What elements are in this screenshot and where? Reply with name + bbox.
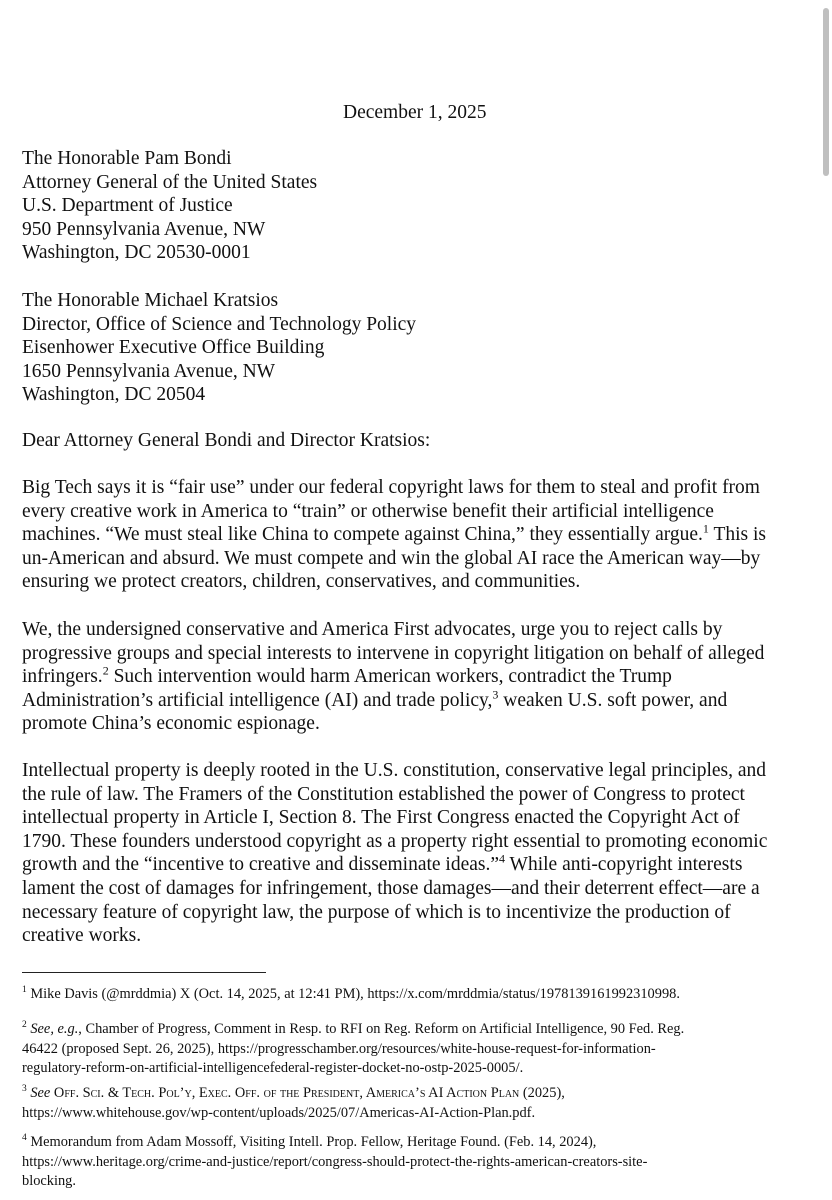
- paragraph-line: Intellectual property is deeply rooted in the U.S. constitution, conservative legal principles, and: [22, 760, 767, 781]
- vertical-scrollbar[interactable]: [823, 8, 829, 176]
- paragraph-line: [22, 853, 822, 877]
- paragraph-line: necessary feature of copyright law, the purpose of which is to incentivize the production of: [22, 901, 731, 923]
- paragraph-line: ensuring we protect creators, children, conservatives, and communities.: [22, 571, 581, 593]
- paragraph-line: [22, 689, 822, 713]
- footnote-number: 4: [22, 1133, 27, 1144]
- footnote-text: Memorandum from Adam Mossoff, Visiting Intell. Prop. Fellow, Heritage Found. (Feb. 14, 2024),: [26, 1134, 597, 1150]
- recipient-line: Eisenhower Executive Office Building: [22, 337, 325, 358]
- paragraph-line: [22, 665, 822, 689]
- text-run: Administration’s artificial intelligence (AI) and trade policy,: [22, 689, 493, 711]
- footnote-number: 1: [22, 985, 27, 996]
- text-run: While anti-copyright interests: [505, 854, 743, 876]
- text-run: machines. “We must steal like China to compete against China,” they essentially argue.: [22, 524, 703, 546]
- text-run: Such intervention would harm American workers, contradict the Trump: [108, 666, 672, 688]
- letter-date: December 1, 2025: [343, 102, 487, 123]
- footnote-source-title: Off. Sci. & Tech. Pol’y, Exec. Off. of the President, America’s AI Action Plan: [50, 1085, 520, 1101]
- paragraph-line: un-American and absurd. We must compete and win the global AI race the American way—by: [22, 547, 761, 569]
- paragraph-line: 1790. These founders understood copyright as a property right essential to promoting economic: [22, 830, 768, 852]
- recipient-address-bondi: [22, 147, 317, 265]
- footnote-line: [22, 1020, 684, 1040]
- recipient-line: The Honorable Pam Bondi: [22, 148, 232, 169]
- text-run: This is: [708, 524, 766, 546]
- footnote-line[interactable]: regulatory-reform-on-artificial-intelligencefederal-register-docket-no-ostp-2025-0005/.: [22, 1060, 524, 1076]
- recipient-line: Washington, DC 20504: [22, 384, 206, 405]
- footnote-number: 3: [22, 1084, 27, 1095]
- recipient-line: The Honorable Michael Kratsios: [22, 290, 279, 311]
- footnote-line[interactable]: https://www.heritage.org/crime-and-justice/report/congress-should-protect-the-rights-american-creators-site-: [22, 1153, 648, 1170]
- paragraph-2: [22, 618, 822, 736]
- footnote-2: [22, 1020, 684, 1079]
- footnote-4: [22, 1133, 647, 1192]
- recipient-address-kratsios: [22, 289, 416, 407]
- signal-see-eg: See, e.g.: [26, 1021, 79, 1037]
- footnote-ref-1[interactable]: 1: [702, 521, 709, 536]
- paragraph-line: intellectual property in Article I, Section 8. The First Congress enacted the Copyright Act of: [22, 807, 740, 829]
- paragraph-line: lament the cost of damages for infringement, those damages—and their deterrent effect—are a: [22, 877, 760, 899]
- footnote-ref-4[interactable]: 4: [499, 851, 506, 866]
- paragraph-line: promote China’s economic espionage.: [22, 713, 320, 735]
- signal-see: See: [26, 1085, 51, 1101]
- footnote-line: [22, 1133, 647, 1153]
- text-run: growth and the “incentive to creative and disseminate ideas.”: [22, 854, 500, 876]
- footnote-ref-2[interactable]: 2: [102, 663, 109, 678]
- paragraph-1: [22, 476, 822, 594]
- text-run: infringers.: [22, 666, 103, 688]
- footnote-text[interactable]: Mike Davis (@mrddmia) X (Oct. 14, 2025, at 12:41 PM), https://x.com/mrddmia/status/1978139161992310998.: [26, 986, 680, 1002]
- paragraph-line: [22, 523, 822, 547]
- footnote-line: [22, 1084, 565, 1104]
- text-run: weaken U.S. soft power, and: [498, 689, 728, 711]
- footnote-number: 2: [22, 1020, 27, 1031]
- footnote-text: , Chamber of Progress, Comment in Resp. to RFI on Reg. Reform on Artificial Intelligence, 90 Fed. Reg.: [78, 1021, 685, 1037]
- paragraph-line: every creative work in America to “train” or otherwise benefit their artificial intelligence: [22, 500, 714, 522]
- recipient-line: 950 Pennsylvania Avenue, NW: [22, 218, 266, 240]
- footnote-1: [22, 985, 680, 1005]
- footnote-line[interactable]: https://www.whitehouse.gov/wp-content/uploads/2025/07/Americas-AI-Action-Plan.pdf.: [22, 1104, 536, 1121]
- paragraph-line: the rule of law. The Framers of the Constitution established the power of Congress to protect: [22, 783, 745, 805]
- footnote-3: [22, 1084, 565, 1123]
- footnote-line[interactable]: 46422 (proposed Sept. 26, 2025), https://progresschamber.org/resources/white-house-request-for-information-: [22, 1040, 656, 1057]
- paragraph-line: creative works.: [22, 925, 142, 947]
- footnote-line: [22, 985, 680, 1005]
- paragraph-line: progressive groups and special interests to intervene in copyright litigation on behalf of alleged: [22, 642, 765, 664]
- salutation: Dear Attorney General Bondi and Director Kratsios:: [22, 430, 431, 451]
- footnote-ref-3[interactable]: 3: [492, 687, 499, 702]
- paragraph-line: We, the undersigned conservative and America First advocates, urge you to reject calls by: [22, 619, 723, 640]
- recipient-line: 1650 Pennsylvania Avenue, NW: [22, 360, 276, 382]
- footnote-text: (2025),: [519, 1085, 565, 1101]
- paragraph-3: [22, 759, 822, 948]
- footnote-line[interactable]: blocking.: [22, 1173, 76, 1189]
- footnote-divider: [22, 972, 266, 973]
- paragraph-line: Big Tech says it is “fair use” under our federal copyright laws for them to steal and profit from: [22, 477, 760, 498]
- recipient-line: Director, Office of Science and Technology Policy: [22, 313, 417, 335]
- recipient-line: Washington, DC 20530-0001: [22, 242, 251, 263]
- recipient-line: Attorney General of the United States: [22, 171, 318, 193]
- recipient-line: U.S. Department of Justice: [22, 195, 233, 216]
